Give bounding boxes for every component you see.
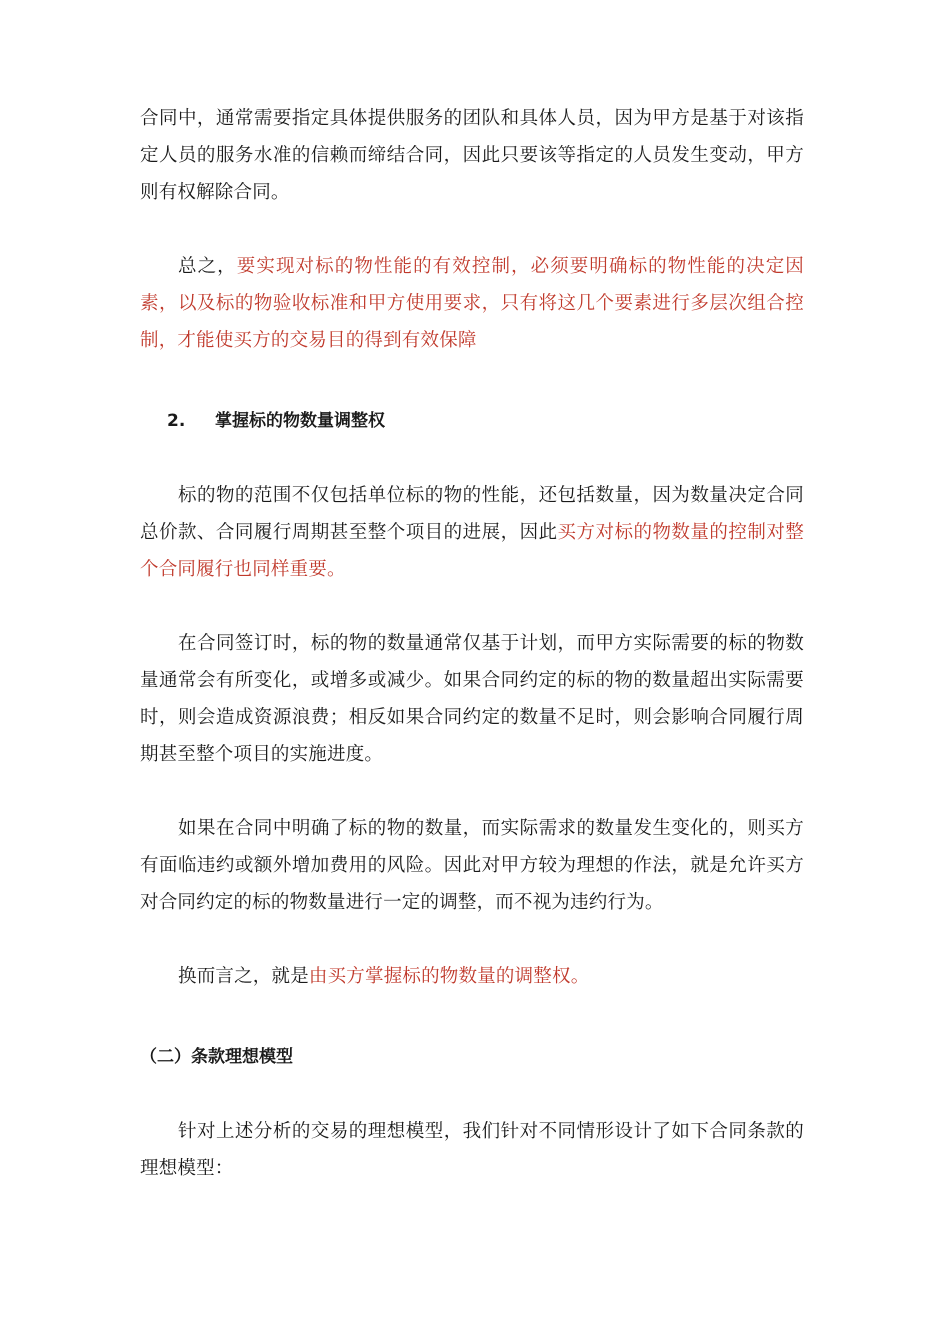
spacer (140, 1076, 804, 1113)
paragraph-performance-control (140, 248, 804, 359)
spacer (140, 440, 804, 477)
spacer (140, 211, 804, 248)
paragraph-text: 标的物的范围不仅包括单位标的物的性能，还包括数量，因为数量决定合同总价款、合同履行周期甚至整个项目的进展，因此 (140, 485, 804, 543)
paragraph-text: 总之， (178, 256, 237, 277)
highlighted-text: 由买方掌握标的物数量的调整权。 (308, 966, 590, 987)
highlighted-text: 要实现对标的物性能的有效控制，必须要明确标的物性能的决定因素，以及标的物验收标准和甲方使用要求，只有将这几个要素进行多层次组合控制，才能使买方的交易目的得到有效保障 (140, 256, 804, 351)
spacer (140, 995, 804, 1039)
heading-number: 2. (167, 411, 186, 431)
paragraph-ideal-model-intro: 针对上述分析的交易的理想模型，我们针对不同情形设计了如下合同条款的理想模型： (140, 1121, 804, 1179)
section-heading-ideal-clause-model: （二）条款理想模型 (140, 1047, 293, 1067)
paragraph-adjustment-right (140, 958, 804, 995)
paragraph-text: 换而言之，就是 (178, 966, 309, 987)
section-heading-quantity-adjustment (140, 403, 804, 440)
spacer (140, 921, 804, 958)
paragraph-quantity-variation: 在合同签订时，标的物的数量通常仅基于计划，而甲方实际需要的标的物数量通常会有所变化，或增多或减少。如果合同约定的标的物的数量超出实际需要时，则会造成资源浪费；相反如果合同约定的数量不足时，则会影响合同履行周期甚至整个项目的实施进度。 (140, 633, 804, 765)
document-page (140, 100, 804, 1187)
spacer (140, 588, 804, 625)
spacer (140, 773, 804, 810)
heading-text: 掌握标的物数量调整权 (215, 411, 385, 431)
paragraph-quantity-scope (140, 477, 804, 588)
paragraph-appointed-personnel: 合同中，通常需要指定具体提供服务的团队和具体人员，因为甲方是基于对该指定人员的服务水准的信赖而缔结合同，因此只要该等指定的人员发生变动，甲方则有权解除合同。 (140, 108, 804, 203)
paragraph-default-risk: 如果在合同中明确了标的物的数量，而实际需求的数量发生变化的，则买方有面临违约或额外增加费用的风险。因此对甲方较为理想的作法，就是允许买方对合同约定的标的物数量进行一定的调整，而不视为违约行为。 (140, 818, 804, 913)
spacer (140, 359, 804, 403)
highlighted-text: 买方对标的物数量的控制对整个合同履行也同样重要。 (140, 522, 804, 580)
